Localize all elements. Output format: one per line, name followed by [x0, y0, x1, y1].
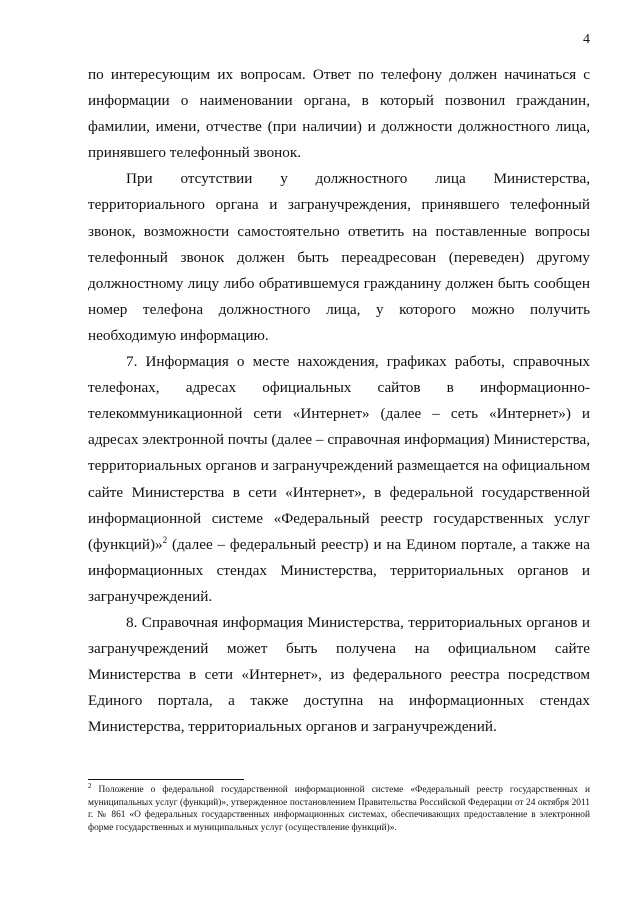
paragraph-phone-redirect: При отсутствии у должностного лица Министерства, территориального органа и загранучреждения, принявшего телефонный звонок, возможности самостоятельно ответить на поставленные вопросы телефонный звонок должен быть переадресован (переведен) другому должностному лицу либо обратившемуся гражданину должен быть сообщен номер телефона должностного лица, у которого можно получить необходимую информацию.: [88, 170, 590, 344]
paragraph-item-7: [88, 349, 590, 610]
paragraph-item-7-text: 7. Информация о месте нахождения, графиках работы, справочных телефонах, адресах официальных сайтов в информационно-телекоммуникационной сети «Интернет» (далее – сеть «Интернет») и адресах электронной почты (далее – справочная информация) Министерства, территориальных органов и загранучреждений размещается на официальном сайте Министерства в сети «Интернет», в федеральной государственной информационной системе «Федеральный реестр государственных услуг (функций)»: [88, 353, 590, 553]
page-number: 4: [583, 32, 590, 47]
footnote-reference: 2: [162, 534, 168, 545]
document-body: [88, 62, 590, 740]
footnote-marker: 2: [88, 781, 92, 790]
paragraph-item-7-text-continued: (далее – федеральный реестр) и на Едином портале, а также на информационных стендах Министерства, территориальных органов и загранучреждений.: [88, 535, 590, 605]
footnote-text: Положение о федеральной государственной информационной системе «Федеральный реестр государственных и муниципальных услуг (функций)», утвержденное постановлением Правительства Российской Федерации от 24 октября 2011 г. № 861 «О федеральных государственных информационных системах, обеспечивающих предоставление в электронной форме государственных и муниципальных услуг (осуществление функций)».: [88, 785, 590, 833]
paragraph-continuation: по интересующим их вопросам. Ответ по телефону должен начинаться с информации о наименовании органа, в который позвонил гражданин, фамилии, имени, отчестве (при наличии) и должности должностного лица, принявшего телефонный звонок.: [88, 66, 590, 162]
footnote: [88, 781, 590, 834]
paragraph-item-8: 8. Справочная информация Министерства, территориальных органов и загранучреждений может быть получена на официальном сайте Министерства в сети «Интернет», из федерального реестра посредством Единого портала, а также доступна на информационных стендах Министерства, территориальных органов и загранучреждений.: [88, 613, 590, 736]
footnote-separator: [88, 779, 244, 780]
